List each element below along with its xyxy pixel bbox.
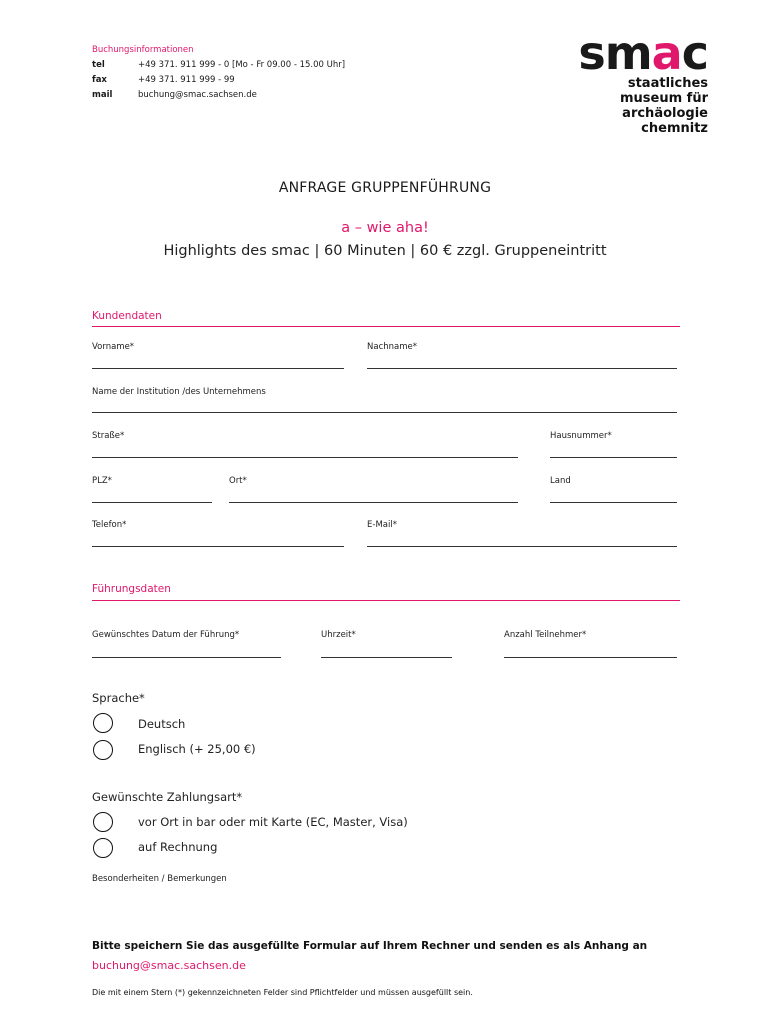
email-line [367, 546, 677, 547]
mail-label: mail [92, 90, 113, 100]
fax-label: fax [92, 75, 107, 85]
land-label: Land [550, 476, 571, 486]
logo-wordmark [556, 26, 708, 80]
telefon-label: Telefon* [92, 520, 127, 530]
mail-value: buchung@smac.sachsen.de [138, 90, 257, 100]
form-title: ANFRAGE GRUPPENFÜHRUNG [278, 180, 492, 196]
vorname-field[interactable] [92, 354, 344, 368]
strasse-field[interactable] [92, 443, 518, 457]
ort-line [229, 502, 518, 503]
sprache-deutsch-label: Deutsch [138, 717, 186, 731]
teilnehmer-label: Anzahl Teilnehmer* [504, 630, 587, 640]
fuehrungsdaten-rule [92, 600, 680, 601]
tel-label: tel [92, 60, 105, 70]
sprache-label: Sprache* [92, 691, 145, 705]
footer-instruction: Bitte speichern Sie das ausgefüllte Formular auf Ihrem Rechner und senden es als Anhang an [92, 940, 648, 952]
email-field[interactable] [367, 532, 677, 546]
land-line [550, 502, 677, 503]
logo-line-4: chemnitz [641, 121, 708, 136]
plz-label: PLZ* [92, 476, 112, 486]
smac-logo [556, 26, 708, 136]
strasse-label: Straße* [92, 431, 125, 441]
sprache-deutsch-radio[interactable] [93, 713, 113, 733]
logo-line-1: staatliches [627, 76, 708, 91]
zahlung-vor-ort-label: vor Ort in bar oder mit Karte (EC, Master, Visa) [138, 815, 408, 829]
uhrzeit-line [321, 657, 452, 658]
logo-line-2: museum für [619, 91, 708, 106]
institution-field[interactable] [92, 398, 677, 412]
form-tagline: Highlights des smac | 60 Minuten | 60 € zzgl. Gruppeneintritt [163, 243, 607, 259]
email-label: E-Mail* [367, 520, 397, 530]
contact-heading: Buchungsinformationen [92, 45, 194, 55]
datum-label: Gewünschtes Datum der Führung* [92, 630, 240, 640]
nachname-line [367, 368, 677, 369]
datum-line [92, 657, 281, 658]
form-subtitle: a – wie aha! [341, 220, 429, 236]
kundendaten-rule [92, 326, 680, 327]
tel-value: +49 371. 911 999 - 0 [Mo - Fr 09.00 - 15.00 Uhr] [138, 60, 346, 70]
telefon-field[interactable] [92, 532, 344, 546]
teilnehmer-line [504, 657, 677, 658]
hausnummer-line [550, 457, 677, 458]
plz-line [92, 502, 212, 503]
vorname-line [92, 368, 344, 369]
bemerkungen-field[interactable] [92, 888, 677, 928]
zahlungsart-label: Gewünschte Zahlungsart* [92, 790, 243, 804]
nachname-label: Nachname* [367, 342, 417, 352]
institution-label: Name der Institution /des Unternehmens [92, 387, 266, 397]
logo-word-prefix: sm [578, 26, 652, 80]
vorname-label: Vorname* [92, 342, 135, 352]
hausnummer-label: Hausnummer* [550, 431, 612, 441]
zahlung-rechnung-label: auf Rechnung [138, 840, 218, 854]
uhrzeit-field[interactable] [321, 643, 452, 657]
land-field[interactable] [550, 488, 677, 502]
fax-value: +49 371. 911 999 - 99 [138, 75, 235, 85]
logo-line-3: archäologie [622, 106, 708, 121]
hausnummer-field[interactable] [550, 443, 677, 457]
footer-email-link[interactable]: buchung@smac.sachsen.de [92, 959, 246, 972]
nachname-field[interactable] [367, 354, 677, 368]
zahlung-vor-ort-radio[interactable] [93, 812, 113, 832]
telefon-line [92, 546, 344, 547]
institution-line [92, 412, 677, 413]
ort-field[interactable] [229, 488, 518, 502]
logo-word-accent: a [651, 26, 682, 80]
uhrzeit-label: Uhrzeit* [321, 630, 356, 640]
strasse-line [92, 457, 518, 458]
logo-word-suffix: c [681, 26, 708, 80]
fuehrungsdaten-heading: Führungsdaten [92, 583, 171, 595]
teilnehmer-field[interactable] [504, 643, 677, 657]
bemerkungen-label: Besonderheiten / Bemerkungen [92, 874, 227, 884]
zahlung-rechnung-radio[interactable] [93, 838, 113, 858]
sprache-englisch-radio[interactable] [93, 740, 113, 760]
ort-label: Ort* [229, 476, 247, 486]
footer-note: Die mit einem Stern (*) gekennzeichneten Felder sind Pflichtfelder und müssen ausgefüllt sein. [92, 988, 473, 997]
kundendaten-heading: Kundendaten [92, 310, 162, 322]
datum-field[interactable] [92, 643, 281, 657]
plz-field[interactable] [92, 488, 212, 502]
sprache-englisch-label: Englisch (+ 25,00 €) [138, 742, 256, 756]
